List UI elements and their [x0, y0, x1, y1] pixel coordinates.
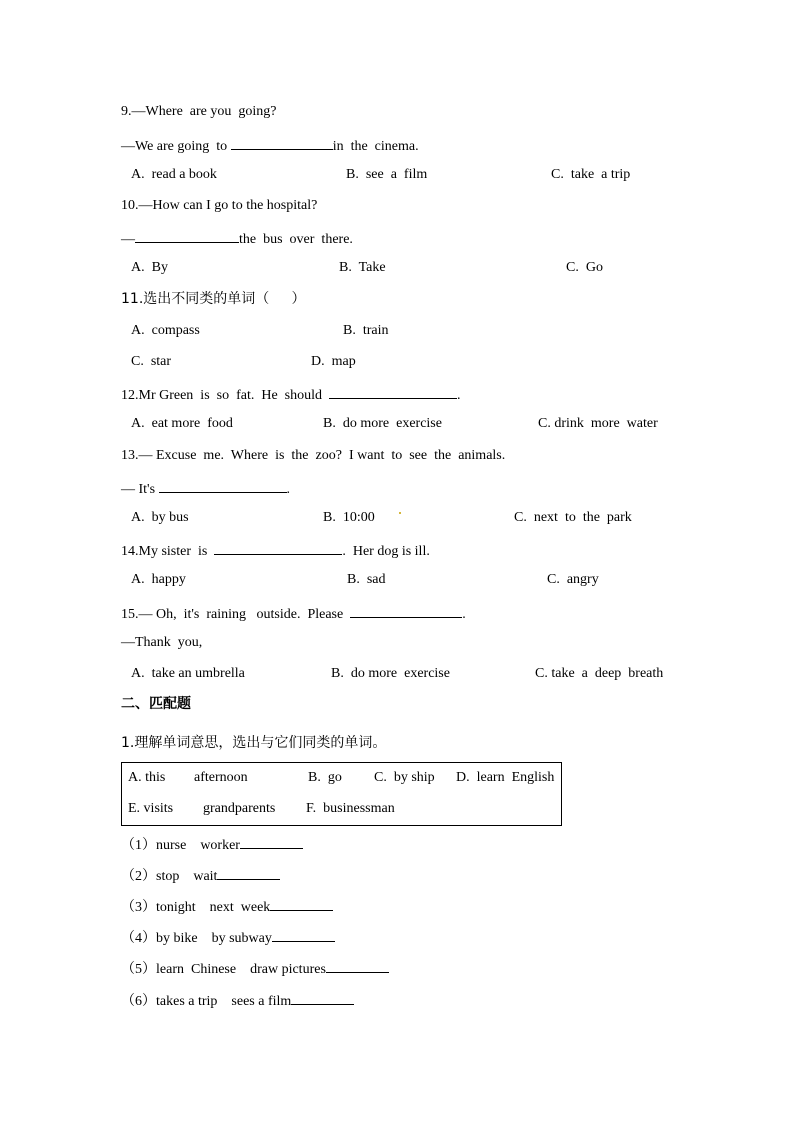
question-15: [121, 604, 466, 623]
answer-line-15: —Thank you,: [121, 635, 203, 650]
q12-option-a[interactable]: A. eat more food: [131, 416, 233, 431]
q9-option-b[interactable]: B. see a film: [346, 167, 428, 182]
match-item-2-num: （2）: [121, 869, 156, 884]
answer-line-9: [121, 136, 419, 155]
q14-option-b[interactable]: B. sad: [347, 572, 386, 587]
answer-line-10: [121, 229, 353, 248]
q15-option-c[interactable]: C. take a deep breath: [535, 666, 664, 681]
match-item-5-text: learn Chinese draw pictures: [156, 962, 326, 977]
answer-13-text-after: .: [286, 482, 291, 497]
match-blank-1[interactable]: [240, 835, 303, 849]
word-bank-d: D. learn English: [456, 770, 555, 785]
q13-option-c[interactable]: C. next to the park: [514, 510, 632, 525]
match-item-5: [121, 959, 389, 978]
answer-13-text-before: — It's: [121, 482, 159, 497]
word-bank-c: C. by ship: [374, 770, 435, 785]
q13-option-a[interactable]: A. by bus: [131, 510, 189, 525]
answer-blank-9[interactable]: [231, 136, 333, 150]
question-15-text-before: 15.— Oh, it's raining outside. Please: [121, 607, 351, 622]
match-item-3-text: tonight next week: [156, 900, 271, 915]
answer-9-text-before: —We are going to: [121, 139, 231, 154]
q9-option-a[interactable]: A. read a book: [131, 167, 217, 182]
q11-option-a[interactable]: A. compass: [131, 323, 200, 338]
q10-option-a[interactable]: A. By: [131, 260, 168, 275]
q10-option-c[interactable]: C. Go: [566, 260, 603, 275]
answer-blank-14[interactable]: [214, 541, 342, 555]
match-item-2-text: stop wait: [156, 869, 218, 884]
q11-option-d[interactable]: D. map: [311, 354, 356, 369]
question-12-text-after: .: [457, 388, 461, 403]
word-bank-a: A. this: [128, 770, 166, 785]
match-item-4: [121, 928, 335, 947]
match-item-6: [121, 991, 354, 1010]
q14-option-a[interactable]: A. happy: [131, 572, 186, 587]
answer-10-text-after: the bus over there.: [239, 232, 353, 247]
word-bank-grandparents: grandparents: [203, 801, 276, 816]
match-item-6-text: takes a trip sees a film: [156, 994, 292, 1009]
q15-option-a[interactable]: A. take an umbrella: [131, 666, 245, 681]
q12-option-b[interactable]: B. do more exercise: [323, 416, 442, 431]
q11-option-c[interactable]: C. star: [131, 354, 172, 369]
question-9: 9.—Where are you going?: [121, 104, 277, 119]
word-bank-e: E. visits: [128, 801, 174, 816]
q12-option-c[interactable]: C. drink more water: [538, 416, 658, 431]
answer-blank-15[interactable]: [350, 604, 462, 618]
section-title: 二、匹配题: [121, 696, 191, 712]
question-12-text-before: 12.Mr Green is so fat. He should: [121, 388, 330, 403]
match-item-1: [121, 835, 303, 854]
match-item-6-num: （6）: [121, 994, 156, 1009]
question-14: [121, 541, 430, 560]
match-item-4-num: （4）: [121, 931, 156, 946]
match-item-3-num: （3）: [121, 900, 156, 915]
answer-9-text-after: in the cinema.: [332, 139, 419, 154]
q9-option-c[interactable]: C. take a trip: [551, 167, 631, 182]
match-item-3: [121, 897, 333, 916]
answer-blank-12[interactable]: [329, 385, 457, 399]
question-12: [121, 385, 461, 404]
match-item-1-num: （1）: [121, 838, 156, 853]
match-blank-6[interactable]: [291, 991, 354, 1005]
question-14-text-before: 14.My sister is: [121, 544, 215, 559]
question-15-text-after: .: [462, 607, 466, 622]
question-13: 13.— Excuse me. Where is the zoo? I want to see the animals.: [121, 448, 506, 463]
question-10: 10.—How can I go to the hospital?: [121, 198, 318, 213]
q13-option-b[interactable]: B. 10:00: [323, 510, 375, 525]
section-instruction: 1.理解单词意思，选出与它们同类的单词。: [121, 735, 387, 751]
match-blank-3[interactable]: [270, 897, 333, 911]
answer-blank-13[interactable]: [159, 479, 287, 493]
match-item-5-num: （5）: [121, 962, 156, 977]
answer-line-13: [121, 479, 290, 498]
match-item-1-text: nurse worker: [156, 838, 240, 853]
question-11: 11.选出不同类的单词（ ）: [121, 291, 306, 307]
answer-blank-10[interactable]: [135, 229, 239, 243]
answer-10-text-before: —: [121, 232, 135, 247]
q11-option-b[interactable]: B. train: [343, 323, 389, 338]
match-blank-4[interactable]: [272, 928, 335, 942]
stray-dot: [399, 512, 401, 514]
question-14-text-after: . Her dog is ill.: [342, 544, 430, 559]
q14-option-c[interactable]: C. angry: [547, 572, 599, 587]
q10-option-b[interactable]: B. Take: [339, 260, 386, 275]
q15-option-b[interactable]: B. do more exercise: [331, 666, 450, 681]
match-item-2: [121, 866, 280, 885]
match-blank-5[interactable]: [326, 959, 389, 973]
word-bank-afternoon: afternoon: [194, 770, 248, 785]
word-bank-b: B. go: [308, 770, 342, 785]
match-item-4-text: by bike by subway: [156, 931, 272, 946]
word-bank-f: F. businessman: [306, 801, 395, 816]
match-blank-2[interactable]: [217, 866, 280, 880]
